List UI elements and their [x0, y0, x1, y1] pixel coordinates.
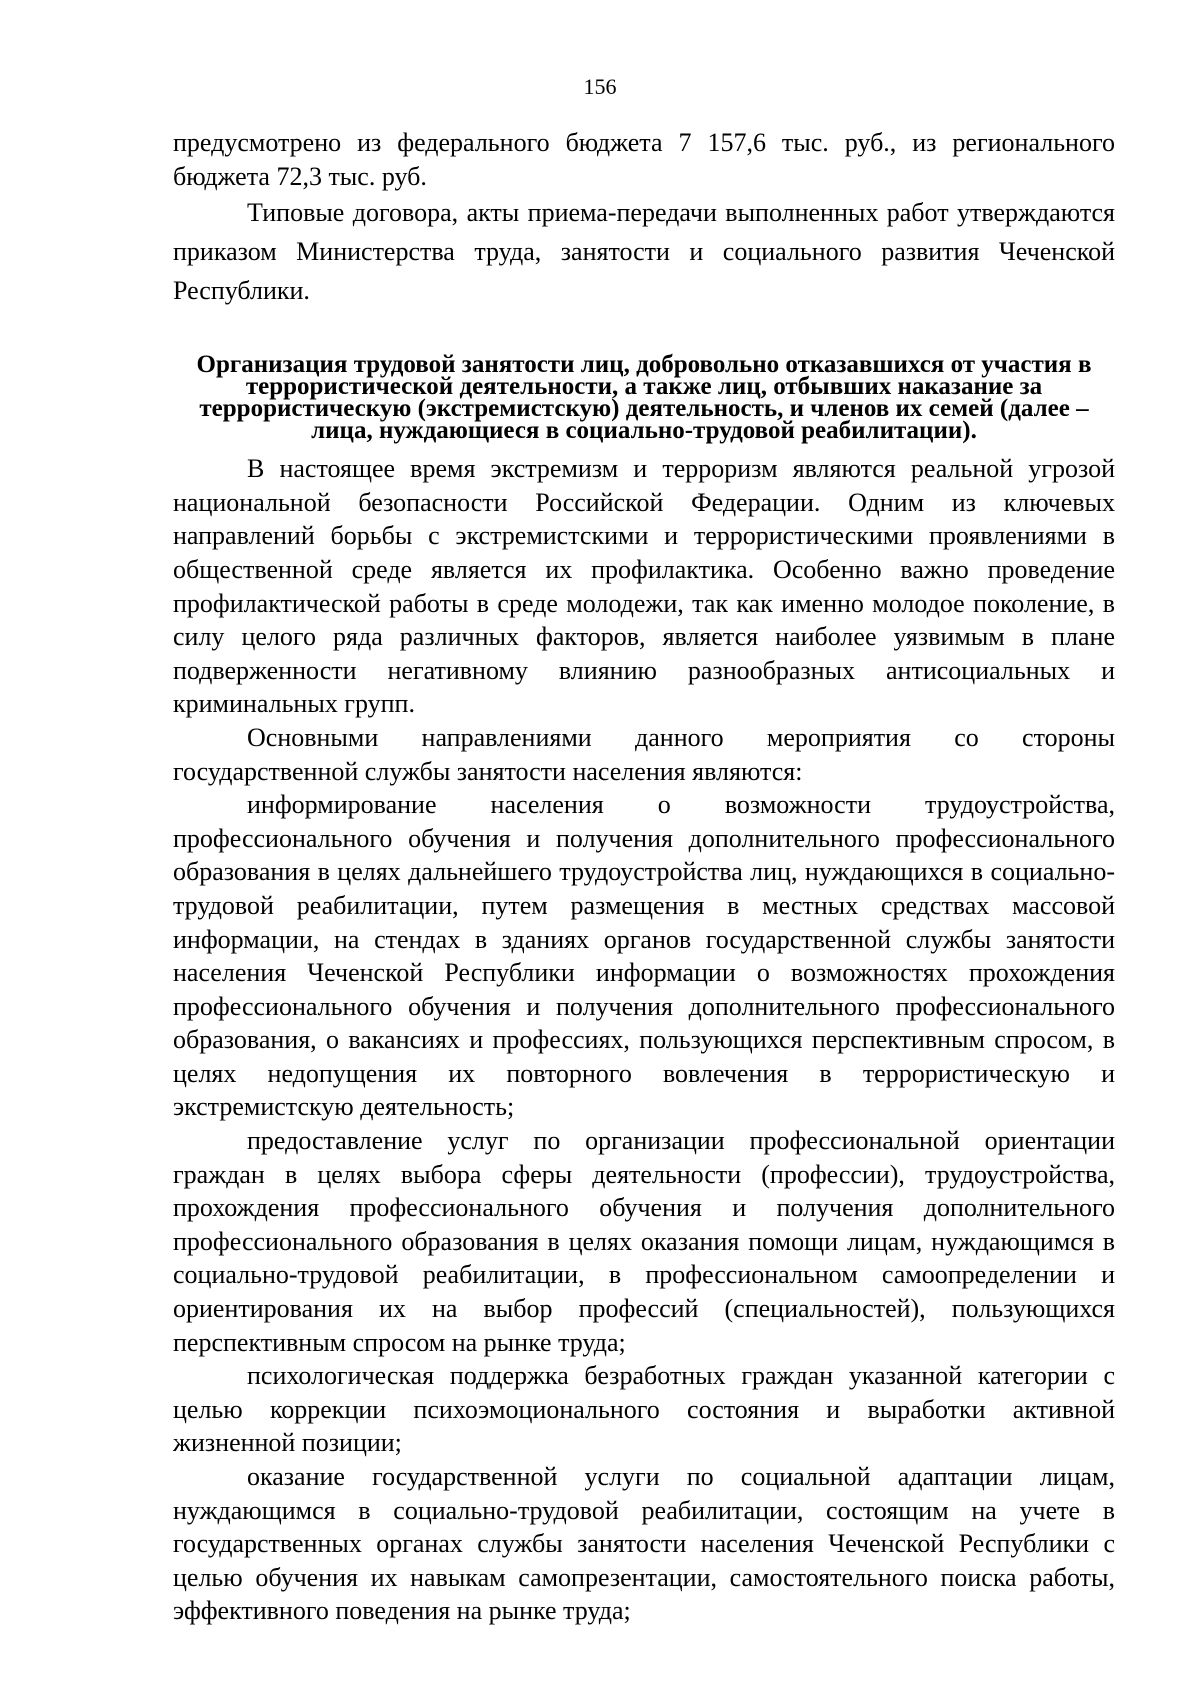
- paragraph-psychological-support: психологическая поддержка безработных граждан указанной категории с целью коррекции психоэмоционального состояния и выработки активной жизненной позиции;: [173, 1361, 1115, 1458]
- document-body: [173, 126, 1115, 1628]
- paragraph-typical-contracts: Типовые договора, акты приема-передачи выполненных работ утверждаются приказом Министерства труда, занятости и социального развития Чеченской Республики.: [173, 198, 1115, 306]
- paragraph-career-guidance: предоставление услуг по организации профессиональной ориентации граждан в целях выбора сферы деятельности (профессии), трудоустройства, прохождения профессионального обучения и получения дополнительного профессионального образования в целях оказания помощи лицам, нуждающимся в социально-трудовой реабилитации, в профессиональном самоопределении и ориентирования их на выбор профессий (специальностей), пользующихся перспективным спросом на рынке труда;: [173, 1126, 1115, 1357]
- paragraph-informing-population: информирование населения о возможности трудоустройства, профессионального обучения и получения дополнительного профессионального образования в целях дальнейшего трудоустройства лиц, нуждающихся в социально-трудовой реабилитации, путем размещения в местных средствах массовой информации, на стендах в зданиях органов государственной службы занятости населения Чеченской Республики информации о возможностях прохождения профессионального обучения и получения дополнительного профессионального образования, о вакансиях и профессиях, пользующихся перспективным спросом, в целях недопущения их повторного вовлечения в террористическую и экстремистскую деятельность;: [173, 790, 1115, 1122]
- paragraph-social-adaptation: оказание государственной услуги по социальной адаптации лицам, нуждающимся в социально-трудовой реабилитации, состоящим на учете в государственных органах службы занятости населения Чеченской Республики с целью обучения их навыкам самопрезентации, самостоятельного поиска работы, эффективного поведения на рынке труда;: [173, 1462, 1115, 1626]
- paragraph-budget-continuation: предусмотрено из федерального бюджета 7 157,6 тыс. руб., из регионального бюджета 72,3 тыс. руб.: [173, 128, 1115, 191]
- page-number: 156: [583, 74, 617, 99]
- paragraph-extremism-intro: В настоящее время экстремизм и терроризм являются реальной угрозой национальной безопасности Российской Федерации. Одним из ключевых направлений борьбы с экстремистскими и террористическими проявлениями в общественной среде является их профилактика. Особенно важно проведение профилактической работы в среде молодежи, так как именно молодое поколение, в силу целого ряда различных факторов, является наиболее уязвимым в плане подверженности негативному влиянию разнообразных антисоциальных и криминальных групп.: [173, 454, 1115, 719]
- paragraph-main-directions: Основными направлениями данного мероприятия со стороны государственной службы занятости населения являются:: [173, 722, 1115, 786]
- section-heading: Организация трудовой занятости лиц, добровольно отказавшихся от участия в террористической деятельности, а также лиц, отбывших наказание за террористическую (экстремистскую) деятельность, и членов их семей (далее – лица, нуждающиеся в социально-трудовой реабилитации).: [196, 351, 1092, 445]
